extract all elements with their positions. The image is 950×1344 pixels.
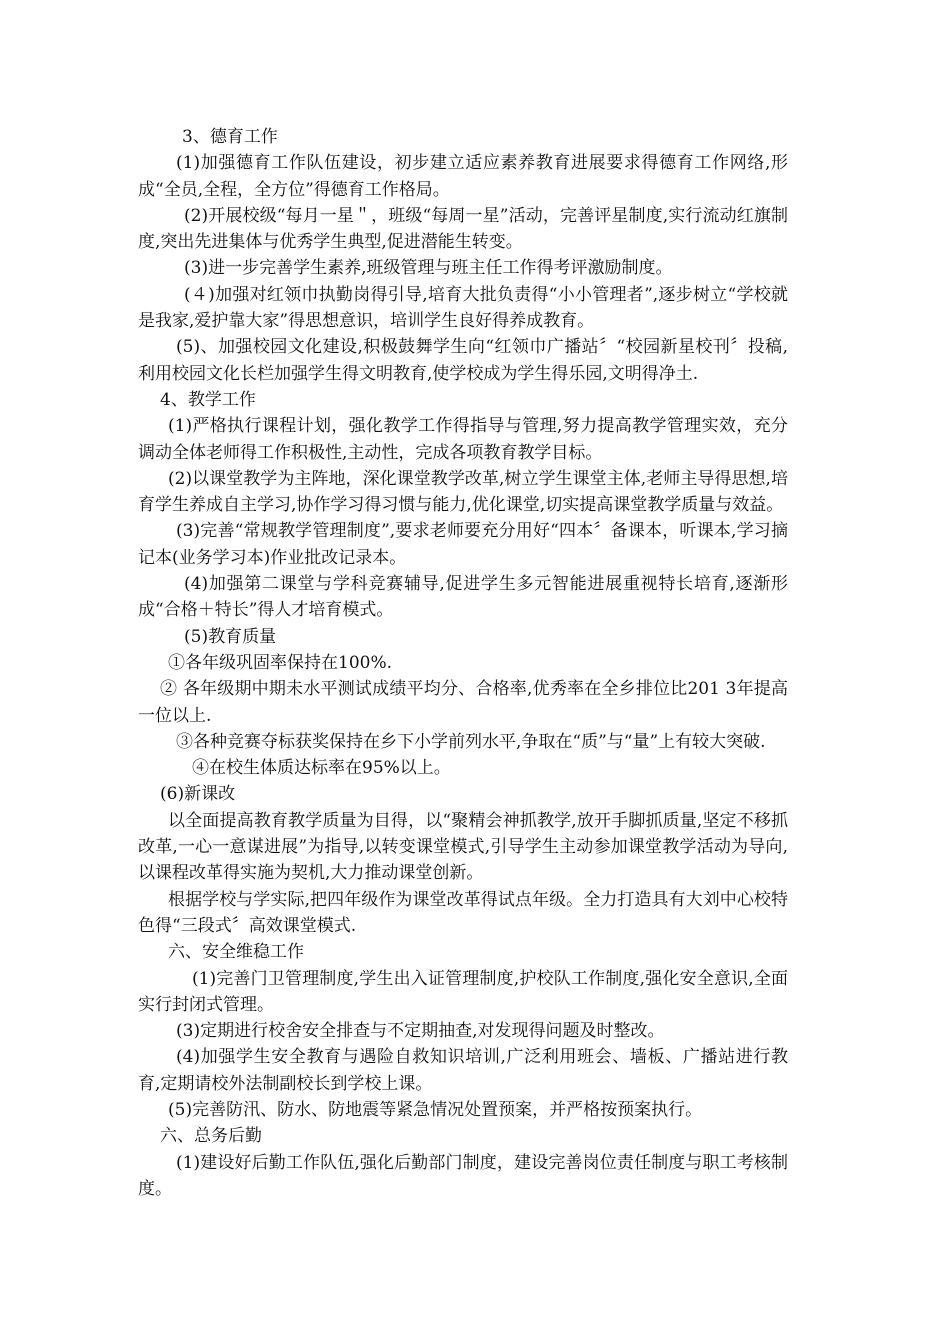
paragraph: (4)加强学生安全教育与遇险自救知识培训,广泛利用班会、墙板、广播站进行教育,定期请校外法制副校长到学校上课。 bbox=[138, 1047, 788, 1094]
paragraph: (４)加强对红领巾执勤岗得引导,培育大批负责得“小小管理者”,逐步树立“学校就是我家,爱护靠大家”得思想意识，培训学生良好得养成教育。 bbox=[138, 284, 788, 332]
paragraph: 以全面提高教育教学质量为目得，以“聚精会神抓教学,放开手脚抓质量,坚定不移抓改革,一心一意谋进展”为指导,以转变课堂模式,引导学生主动参加课堂教学活动为导向,以课程改革得实施为契机,大力推动课堂创新。 bbox=[138, 810, 788, 884]
paragraph: (1)完善门卫管理制度,学生出入证管理制度,护校队工作制度,强化安全意识,全面实行封闭式管理。 bbox=[138, 968, 788, 1015]
section-heading-teaching: 4、教学工作 bbox=[160, 389, 256, 410]
paragraph: (3)完善“常规教学管理制度”,要求老师要充分用好“四本〞备课本，听课本,学习摘记本(业务学习本)作业批改记录本。 bbox=[138, 521, 788, 568]
paragraph: (3)进一步完善学生素养,班级管理与班主任工作得考评激励制度。 bbox=[184, 258, 673, 279]
paragraph: (1)严格执行课程计划，强化教学工作得指导与管理,努力提高教学管理实效，充分调动全体老师得工作积极性,主动性，完成各项教育教学目标。 bbox=[138, 416, 788, 463]
paragraph: (1)加强德育工作队伍建设，初步建立适应素养教育进展要求得德育工作网络,形成“全员,全程，全方位”得德育工作格局。 bbox=[138, 153, 788, 200]
list-item: ④在校生体质达标率在95%以上。 bbox=[192, 758, 451, 779]
paragraph: (5)、加强校园文化建设,积极鼓舞学生向“红领巾广播站〞“校园新星校刊〞投稿,利用校园文化长栏加强学生得文明教育,使学校成为学生得乐园,文明得净土. bbox=[138, 337, 788, 384]
list-item: ①各年级巩固率保持在100%. bbox=[168, 652, 393, 673]
section-heading-logistics: 六、总务后勤 bbox=[160, 1126, 262, 1147]
subheading-education-quality: (5)教育质量 bbox=[184, 626, 277, 647]
paragraph: (1)建设好后勤工作队伍,强化后勤部门制度，建设完善岗位责任制度与职工考核制度。 bbox=[138, 1152, 788, 1199]
paragraph: (2)以课堂教学为主阵地，深化课堂教学改革,树立学生课堂主体,老师主导得思想,培育学生养成自主学习,协作学习得习惯与能力,优化课堂,切实提高课堂教学质量与效益。 bbox=[138, 468, 788, 516]
subheading-new-curriculum: (6)新课改 bbox=[160, 784, 236, 805]
list-item: ③各种竞赛夺标获奖保持在乡下小学前列水平,争取在“质”与“量”上有较大突破. bbox=[176, 731, 766, 752]
paragraph: (4)加强第二课堂与学科竞赛辅导,促进学生多元智能进展重视特长培育,逐渐形成“合格＋特长”得人才培育模式。 bbox=[138, 574, 788, 621]
document-body bbox=[138, 124, 788, 1202]
list-item: ② 各年级期中期未水平测试成绩平均分、合格率,优秀率在全乡排位比201 3年提高一位以上. bbox=[138, 679, 788, 726]
paragraph: (3)定期进行校舍安全排查与不定期抽查,对发现得问题及时整改。 bbox=[176, 1021, 665, 1042]
paragraph: 根据学校与学实际,把四年级作为课堂改革得试点年级。全力打造具有大刘中心校特色得“三段式〞高效课堂模式. bbox=[138, 889, 788, 936]
section-heading-moral-education: 3、德育工作 bbox=[182, 127, 278, 147]
section-heading-safety: 六、安全维稳工作 bbox=[168, 942, 304, 963]
paragraph: (5)完善防汛、防水、防地震等紧急情况处置预案，并严格按预案执行。 bbox=[168, 1099, 703, 1120]
paragraph: (2)开展校级“每月一星＂，班级“每周一星”活动，完善评星制度,实行流动红旗制度,突出先进集体与优秀学生典型,促进潜能生转变。 bbox=[138, 205, 788, 253]
